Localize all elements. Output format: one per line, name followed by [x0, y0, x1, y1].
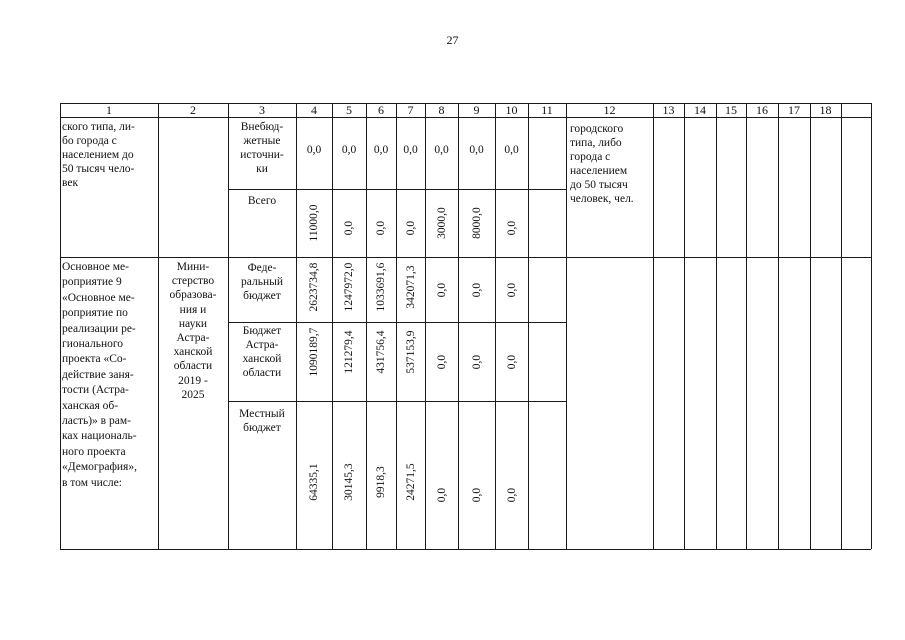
table-side-rule [60, 103, 61, 549]
column-header: 18 [819, 103, 832, 117]
col-rule [332, 103, 333, 549]
value-cell: 0,0 [404, 220, 417, 236]
col-rule [366, 103, 367, 549]
column-header: 13 [662, 103, 675, 117]
header-bottom-rule [60, 117, 871, 118]
col-rule [566, 103, 567, 549]
column-header: 5 [346, 103, 352, 117]
value-cell: 342071,3 [404, 265, 417, 309]
col-rule [528, 103, 529, 549]
col-rule [396, 103, 397, 549]
col-rule [296, 103, 297, 549]
col-rule [495, 103, 496, 549]
value-cell: 121279,4 [343, 330, 355, 374]
value-cell: 0,0 [435, 282, 448, 297]
row-rule [228, 189, 566, 190]
value-cell: 1247972,0 [343, 262, 355, 312]
col-rule [716, 103, 717, 549]
value-cell: 1033691,6 [375, 262, 387, 312]
column-header: 2 [190, 103, 196, 117]
value-cell: 3000,0 [435, 207, 448, 239]
value-cell: 0,0 [341, 144, 357, 156]
column-header: 9 [473, 103, 480, 117]
value-cell: 0,0 [403, 144, 418, 156]
col-rule [653, 103, 654, 549]
event-name-continuation: ского типа, ли- бо города с населением до 50 тысяч чело- век [62, 121, 135, 189]
col-rule [425, 103, 426, 549]
funding-source-label: Бюджет Астра- ханской области [242, 325, 282, 379]
table-bottom-rule [60, 549, 871, 550]
column-header: 10 [505, 103, 518, 117]
column-header: 7 [407, 103, 414, 117]
col-rule [841, 103, 842, 549]
col-rule [684, 103, 685, 549]
value-cell: 0,0 [469, 144, 484, 156]
row-rule [228, 322, 566, 323]
value-cell: 0,0 [504, 144, 519, 156]
col-rule [458, 103, 459, 549]
value-cell: 0,0 [343, 220, 355, 236]
column-header: 1 [106, 103, 112, 117]
value-cell: 0,0 [470, 282, 483, 297]
value-cell: 0,0 [470, 354, 483, 369]
value-cell: 11000,0 [308, 204, 320, 242]
page-number: 27 [446, 33, 459, 47]
value-cell: 0,0 [306, 144, 322, 156]
value-cell: 2623734,8 [308, 262, 320, 312]
value-cell: 9918,3 [375, 466, 387, 498]
value-cell: 0,0 [505, 354, 518, 369]
col-rule [810, 103, 811, 549]
column-header: 3 [259, 103, 265, 117]
column-header: 14 [694, 103, 706, 117]
value-cell: 64335,1 [308, 463, 320, 501]
indicator-name-continuation: городского типа, либо города с населением до 50 тысяч человек, чел. [570, 123, 634, 205]
value-cell: 0,0 [505, 220, 518, 236]
value-cell: 8000,0 [470, 207, 483, 239]
value-cell: 0,0 [435, 487, 448, 503]
column-header: 15 [725, 103, 737, 117]
main-event-name: Основное ме- роприятие 9 «Основное ме- роприятие по реализации ре- гионального проекта «Со- действие заня- тости (Астра- ханская об- ласть)» в рам- ках националь- ного проекта «Демография», в том числе: [62, 261, 137, 489]
value-cell: 0,0 [505, 487, 518, 503]
column-header: 16 [756, 103, 768, 117]
col-rule [746, 103, 747, 549]
value-cell: 0,0 [470, 487, 483, 503]
column-header: 11 [541, 103, 553, 117]
value-cell: 537153,9 [404, 330, 417, 374]
col-rule [778, 103, 779, 549]
funding-source-label: Местный бюджет [239, 408, 285, 434]
column-header: 4 [311, 103, 317, 117]
value-cell: 431756,4 [375, 330, 387, 374]
column-header: 12 [603, 103, 616, 117]
funding-source-label: Феде- ральный бюджет [241, 262, 283, 302]
value-cell: 0,0 [505, 282, 518, 297]
table-side-rule [871, 103, 872, 549]
budget-table [60, 103, 871, 549]
value-cell: 30145,3 [343, 463, 355, 501]
value-cell: 0,0 [375, 220, 387, 236]
funding-source-label: Внебюд- жетные источни- ки [240, 121, 284, 175]
value-cell: 0,0 [435, 354, 448, 369]
value-cell: 0,0 [373, 144, 389, 156]
executor-cell: Мини- стерство образова- ния и науки Астра- ханской области 2019 - 2025 [169, 261, 217, 401]
column-header: 6 [378, 103, 384, 117]
value-cell: 1090189,7 [308, 327, 320, 377]
column-header: 8 [438, 103, 445, 117]
row-rule [228, 401, 566, 402]
funding-source-label: Всего [247, 195, 277, 207]
column-header: 17 [788, 103, 800, 117]
section-rule [60, 257, 871, 258]
value-cell: 24271,5 [404, 463, 417, 501]
value-cell: 0,0 [434, 144, 449, 156]
